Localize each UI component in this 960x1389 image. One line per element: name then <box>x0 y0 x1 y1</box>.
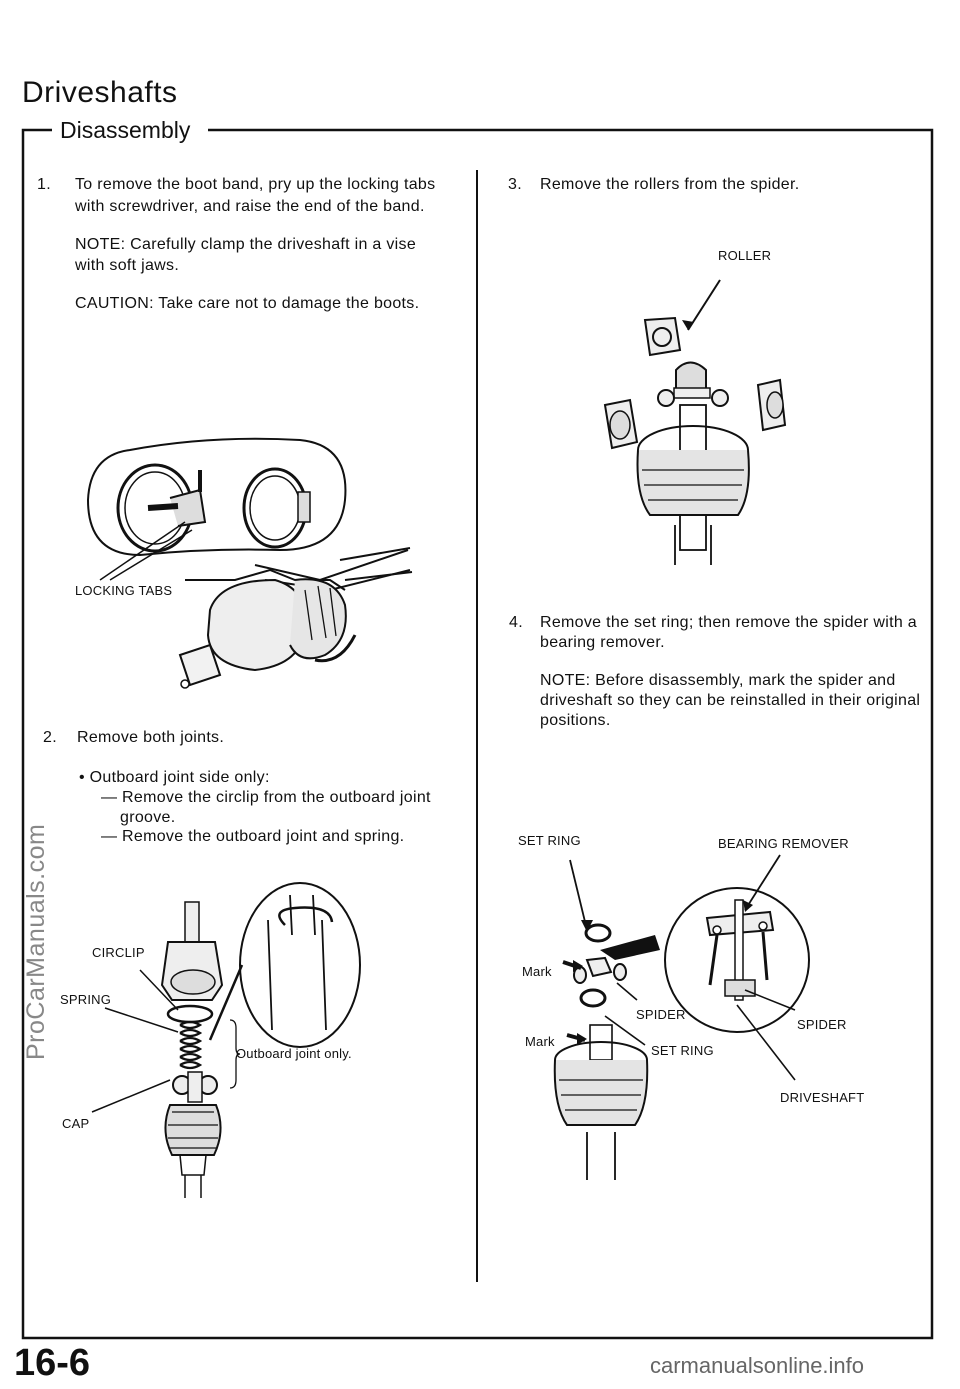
label-spring: SPRING <box>60 992 112 1007</box>
roller-figure <box>580 270 820 570</box>
step-3-text: Remove the rollers from the spider. <box>540 176 800 193</box>
step-4-line1: Remove the set ring; then remove the spider with a <box>540 614 917 631</box>
step-1-line1: To remove the boot band, pry up the locking tabs <box>75 176 436 193</box>
step-1-line2: with screwdriver, and raise the end of the band. <box>75 198 425 215</box>
step-4-line2: bearing remover. <box>540 634 665 651</box>
label-roller: ROLLER <box>718 248 772 263</box>
label-cap: CAP <box>62 1116 90 1131</box>
label-mark-1: Mark <box>522 964 552 979</box>
side-watermark: ProCarManuals.com <box>22 823 50 1060</box>
section-title: Disassembly <box>60 117 191 143</box>
bearing-remover-figure <box>505 840 915 1185</box>
page-title: Driveshafts <box>22 76 178 109</box>
outboard-joint-figure <box>60 880 420 1210</box>
step-1-note-line1: NOTE: Carefully clamp the driveshaft in a vise <box>75 236 417 253</box>
step-1-caution: CAUTION: Take care not to damage the boots. <box>75 295 420 312</box>
step-4-note-line1: NOTE: Before disassembly, mark the spider and <box>540 672 896 689</box>
label-bearing-remover: BEARING REMOVER <box>718 836 849 851</box>
step-2-dash1-line2: groove. <box>120 809 176 826</box>
step-3-number: 3. <box>508 176 522 193</box>
label-set-ring-top: SET RING <box>518 833 581 848</box>
step-2-bullet: • Outboard joint side only: <box>79 769 270 786</box>
step-2-text: Remove both joints. <box>77 729 225 746</box>
step-2-number: 2. <box>43 729 57 746</box>
label-set-ring-bottom: SET RING <box>651 1043 714 1058</box>
step-2-dash1-line1: — Remove the circlip from the outboard joint <box>101 789 431 806</box>
label-circlip: CIRCLIP <box>92 945 145 960</box>
footer-site-link[interactable]: carmanualsonline.info <box>650 1353 865 1378</box>
step-4-note-line2: driveshaft so they can be reinstalled in their original <box>540 692 921 709</box>
step-1-note-line2: with soft jaws. <box>75 257 180 274</box>
page-number: 16-6 <box>14 1342 91 1384</box>
step-4-note-line3: positions. <box>540 712 611 729</box>
label-mark-2: Mark <box>525 1034 555 1049</box>
label-driveshaft: DRIVESHAFT <box>780 1090 865 1105</box>
step-4-number: 4. <box>509 614 523 631</box>
label-spider-2: SPIDER <box>797 1017 847 1032</box>
label-locking-tabs: LOCKING TABS <box>75 583 173 598</box>
step-2-dash2: — Remove the outboard joint and spring. <box>101 828 405 845</box>
step-1-number: 1. <box>37 176 51 193</box>
label-outboard-only: Outboard joint only. <box>236 1046 352 1061</box>
label-spider-1: SPIDER <box>636 1007 686 1022</box>
boot-band-figure <box>60 430 460 710</box>
